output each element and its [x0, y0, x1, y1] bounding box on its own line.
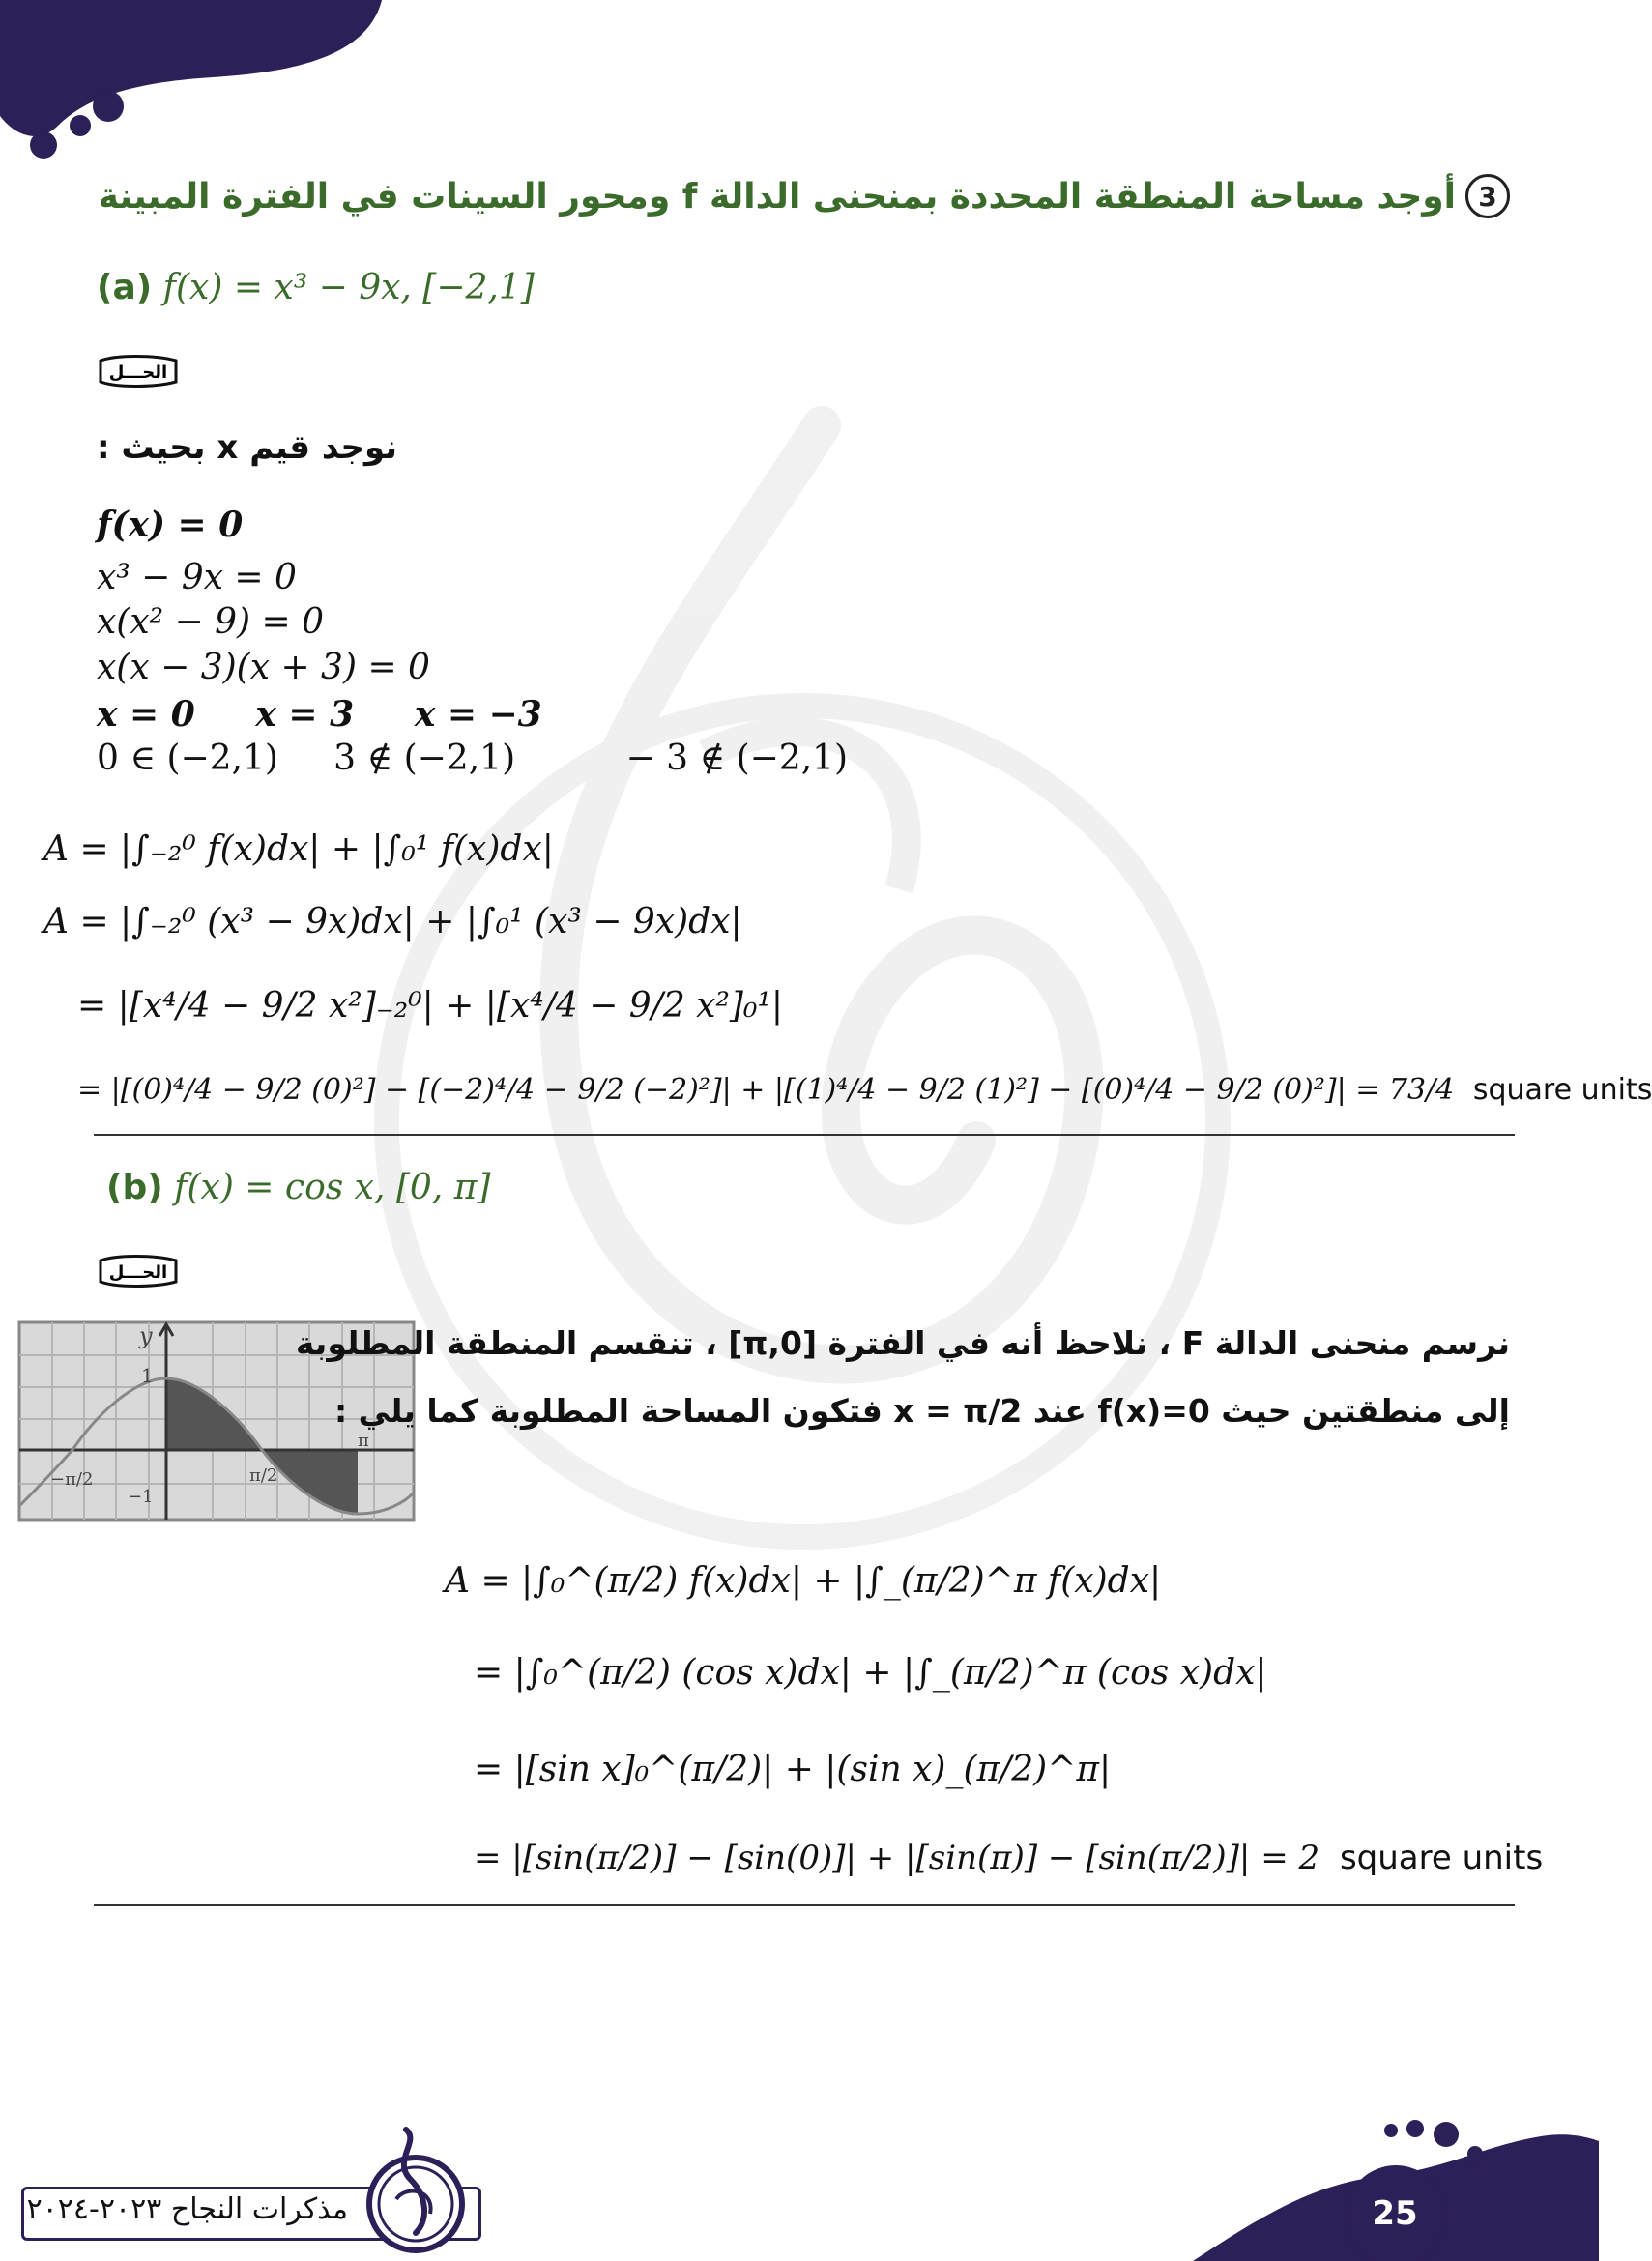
area-a-line-4: = |[(0)⁴/4 − 9/2 (0)²] − [(−2)⁴/4 − 9/2 (−2)²]| + |[(1)⁴/4 − 9/2 (1)²] − [(0)⁴/4 − 9/2 (0)²]| = 73/4 [77, 1073, 1455, 1107]
part-a-heading [97, 268, 535, 307]
question-header [99, 174, 1510, 218]
page-number: 25 [1372, 2194, 1418, 2233]
part-a-function: f(x) = x³ − 9x, [−2,1] [162, 268, 535, 307]
graph-tick-pi: π [358, 1431, 369, 1451]
area-b-line-1: A = |∫₀^(π/2) f(x)dx| + |∫_(π/2)^π f(x)dx| [445, 1561, 1162, 1601]
step-5: x = 0 x = 3 x = −3 [97, 694, 542, 735]
solution-label-a: الحـــل [108, 362, 168, 383]
part-b-function: f(x) = cos x, [0, π] [174, 1168, 491, 1207]
step-1: f(x) = 0 [97, 505, 244, 545]
part-b-label: (b) [106, 1168, 163, 1207]
graph-tick-mpi2: −π/2 [50, 1469, 94, 1490]
graph-tick-1: 1 [141, 1364, 154, 1387]
divider-b [94, 1904, 1515, 1906]
step-3: x(x² − 9) = 0 [97, 602, 325, 642]
part-b-text-1: نرسم منحنى الدالة F ، نلاحظ أنه في الفترة [0,π] ، تنقسم المنطقة المطلوبة [295, 1324, 1510, 1362]
part-b-text-2: إلى منطقتين حيث f(x)=0 عند x = π/2 فتكون المساحة المطلوبة كما يلي : [333, 1392, 1510, 1430]
area-a-line-4-row [77, 1073, 1652, 1107]
area-a-line-3: = |[x⁴/4 − 9/2 x²]₋₂⁰| + |[x⁴/4 − 9/2 x²]₀¹| [77, 986, 783, 1026]
top-left-decoration [0, 0, 406, 164]
area-b-line-4-row [474, 1839, 1543, 1877]
part-b-heading [106, 1168, 490, 1207]
graph-y-label: y [139, 1322, 153, 1349]
part-a-intro: نوجد قيم x بحيث : [97, 428, 398, 467]
area-a-units: square units [1472, 1073, 1652, 1107]
question-text: أوجد مساحة المنطقة المحددة بمنحنى الدالة f ومحور السينات في الفترة المبينة [98, 176, 1456, 217]
footer-brand: مذكرات النجاح ٢٠٢٣-٢٠٢٤ [26, 2192, 348, 2226]
area-b-units: square units [1339, 1839, 1544, 1877]
solution-badge-b [97, 1253, 180, 1290]
area-b-line-4: = |[sin(π/2)] − [sin(0)]| + |[sin(π)] − [sin(π/2)]| = 2 [474, 1839, 1320, 1877]
solution-badge-a [97, 353, 180, 390]
divider-a [94, 1134, 1515, 1136]
question-number: 3 [1465, 174, 1510, 218]
area-a-line-1: A = |∫₋₂⁰ f(x)dx| + |∫₀¹ f(x)dx| [43, 829, 554, 869]
area-b-line-2: = |∫₀^(π/2) (cos x)dx| + |∫_(π/2)^π (cos x)dx| [474, 1653, 1267, 1693]
part-a-label: (a) [97, 268, 153, 307]
area-a-line-2: A = |∫₋₂⁰ (x³ − 9x)dx| + |∫₀¹ (x³ − 9x)dx| [43, 902, 742, 942]
solution-label-b: الحـــل [108, 1262, 168, 1283]
step-6: 0 ∈ (−2,1) 3 ∉ (−2,1) − 3 ∉ (−2,1) [97, 739, 849, 778]
graph-tick-m1: −1 [128, 1487, 154, 1507]
area-b-line-3: = |[sin x]₀^(π/2)| + |(sin x)_(π/2)^π| [474, 1750, 1112, 1789]
footer-logo [353, 2122, 478, 2257]
step-4: x(x − 3)(x + 3) = 0 [97, 648, 430, 687]
bottom-right-decoration [1193, 2107, 1599, 2261]
graph-tick-pi2: π/2 [249, 1465, 278, 1486]
step-2: x³ − 9x = 0 [97, 558, 297, 597]
